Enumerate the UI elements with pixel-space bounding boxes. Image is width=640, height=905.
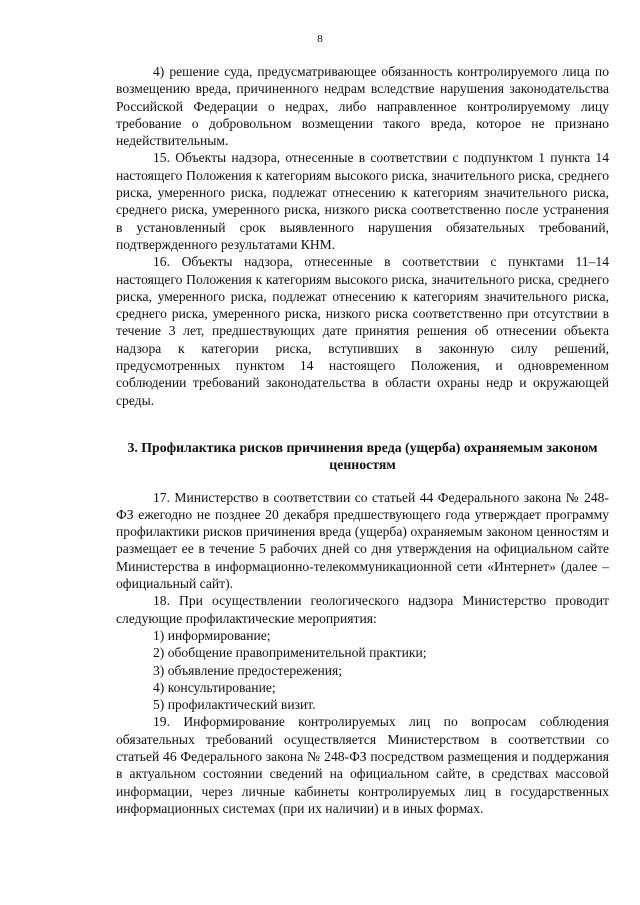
- paragraph-17: 17. Министерство в соответствии со статьей 44 Федерального закона № 248-ФЗ ежегодно не позднее 20 декабря предшествующего года утверждает программу профилактики рисков причинения вреда (ущерба) охраняемым законом ценностям и размещает ее в течение 5 рабочих дней со дня утверждения на официальном сайте Министерства в информационно-телекоммуникационной сети «Интернет» (далее – официальный сайт).: [116, 489, 609, 592]
- list-item: 4) консультирование;: [153, 679, 276, 695]
- list-item: 2) обобщение правоприменительной практики;: [153, 645, 427, 661]
- paragraph-15: 15. Объекты надзора, отнесенные в соответствии с подпунктом 1 пункта 14 настоящего Положения к категориям высокого риска, значительного риска, среднего риска, умеренного риска, подлежат отнесению к категориям значительного риска, среднего риска, умеренного риска, низкого риска соответственно после устранения в установленный срок выявленного нарушения обязательных требований, подтвержденного результатами КНМ.: [116, 150, 609, 252]
- paragraph-19: 19. Информирование контролируемых лиц по вопросам соблюдения обязательных требований осуществляется Министерством в соответствии со статьей 46 Федерального закона № 248-ФЗ посредством размещения и поддержания в актуальном состоянии сведений на официальном сайте, в средствах массовой информации, через личные кабинеты контролируемых лиц в государственных информационных системах (при их наличии) и в иных формах.: [116, 714, 609, 816]
- paragraph-16: 16. Объекты надзора, отнесенные в соответствии с пунктами 11–14 настоящего Положения к категориям высокого риска, значительного риска, среднего риска, умеренного риска, подлежат отнесению к категориям значительного риска, среднего риска, умеренного риска, низкого риска соответственно при отсутствии в течение 3 лет, предшествующих дате принятия решения об отнесении объекта надзора к категории риска, вступивших в законную силу решений, предусмотренных пунктом 14 настоящего Положения, и одновременном соблюдении требований законодательства в области охраны недр и окружающей среды.: [116, 254, 609, 408]
- section-heading: 3. Профилактика рисков причинения вреда (ущерба) охраняемым законом ценностям: [127, 439, 598, 473]
- paragraph-18: 18. При осуществлении геологического надзора Министерство проводит следующие профилактические мероприятия:: [116, 593, 609, 626]
- paragraph-item-4: 4) решение суда, предусматривающее обязанность контролируемого лица по возмещению вреда, причиненного недрам вследствие нарушения законодательства Российской Федерации о недрах, либо направленное контролируемому лицу требование о добровольном возмещении такого вреда, которое не признано недействительным.: [116, 64, 609, 149]
- page-number: 8: [317, 33, 323, 45]
- list-item: 1) информирование;: [153, 627, 271, 643]
- list-item: 5) профилактический визит.: [153, 697, 316, 713]
- document-body: [116, 63, 609, 817]
- list-item: 3) объявление предостережения;: [153, 662, 343, 678]
